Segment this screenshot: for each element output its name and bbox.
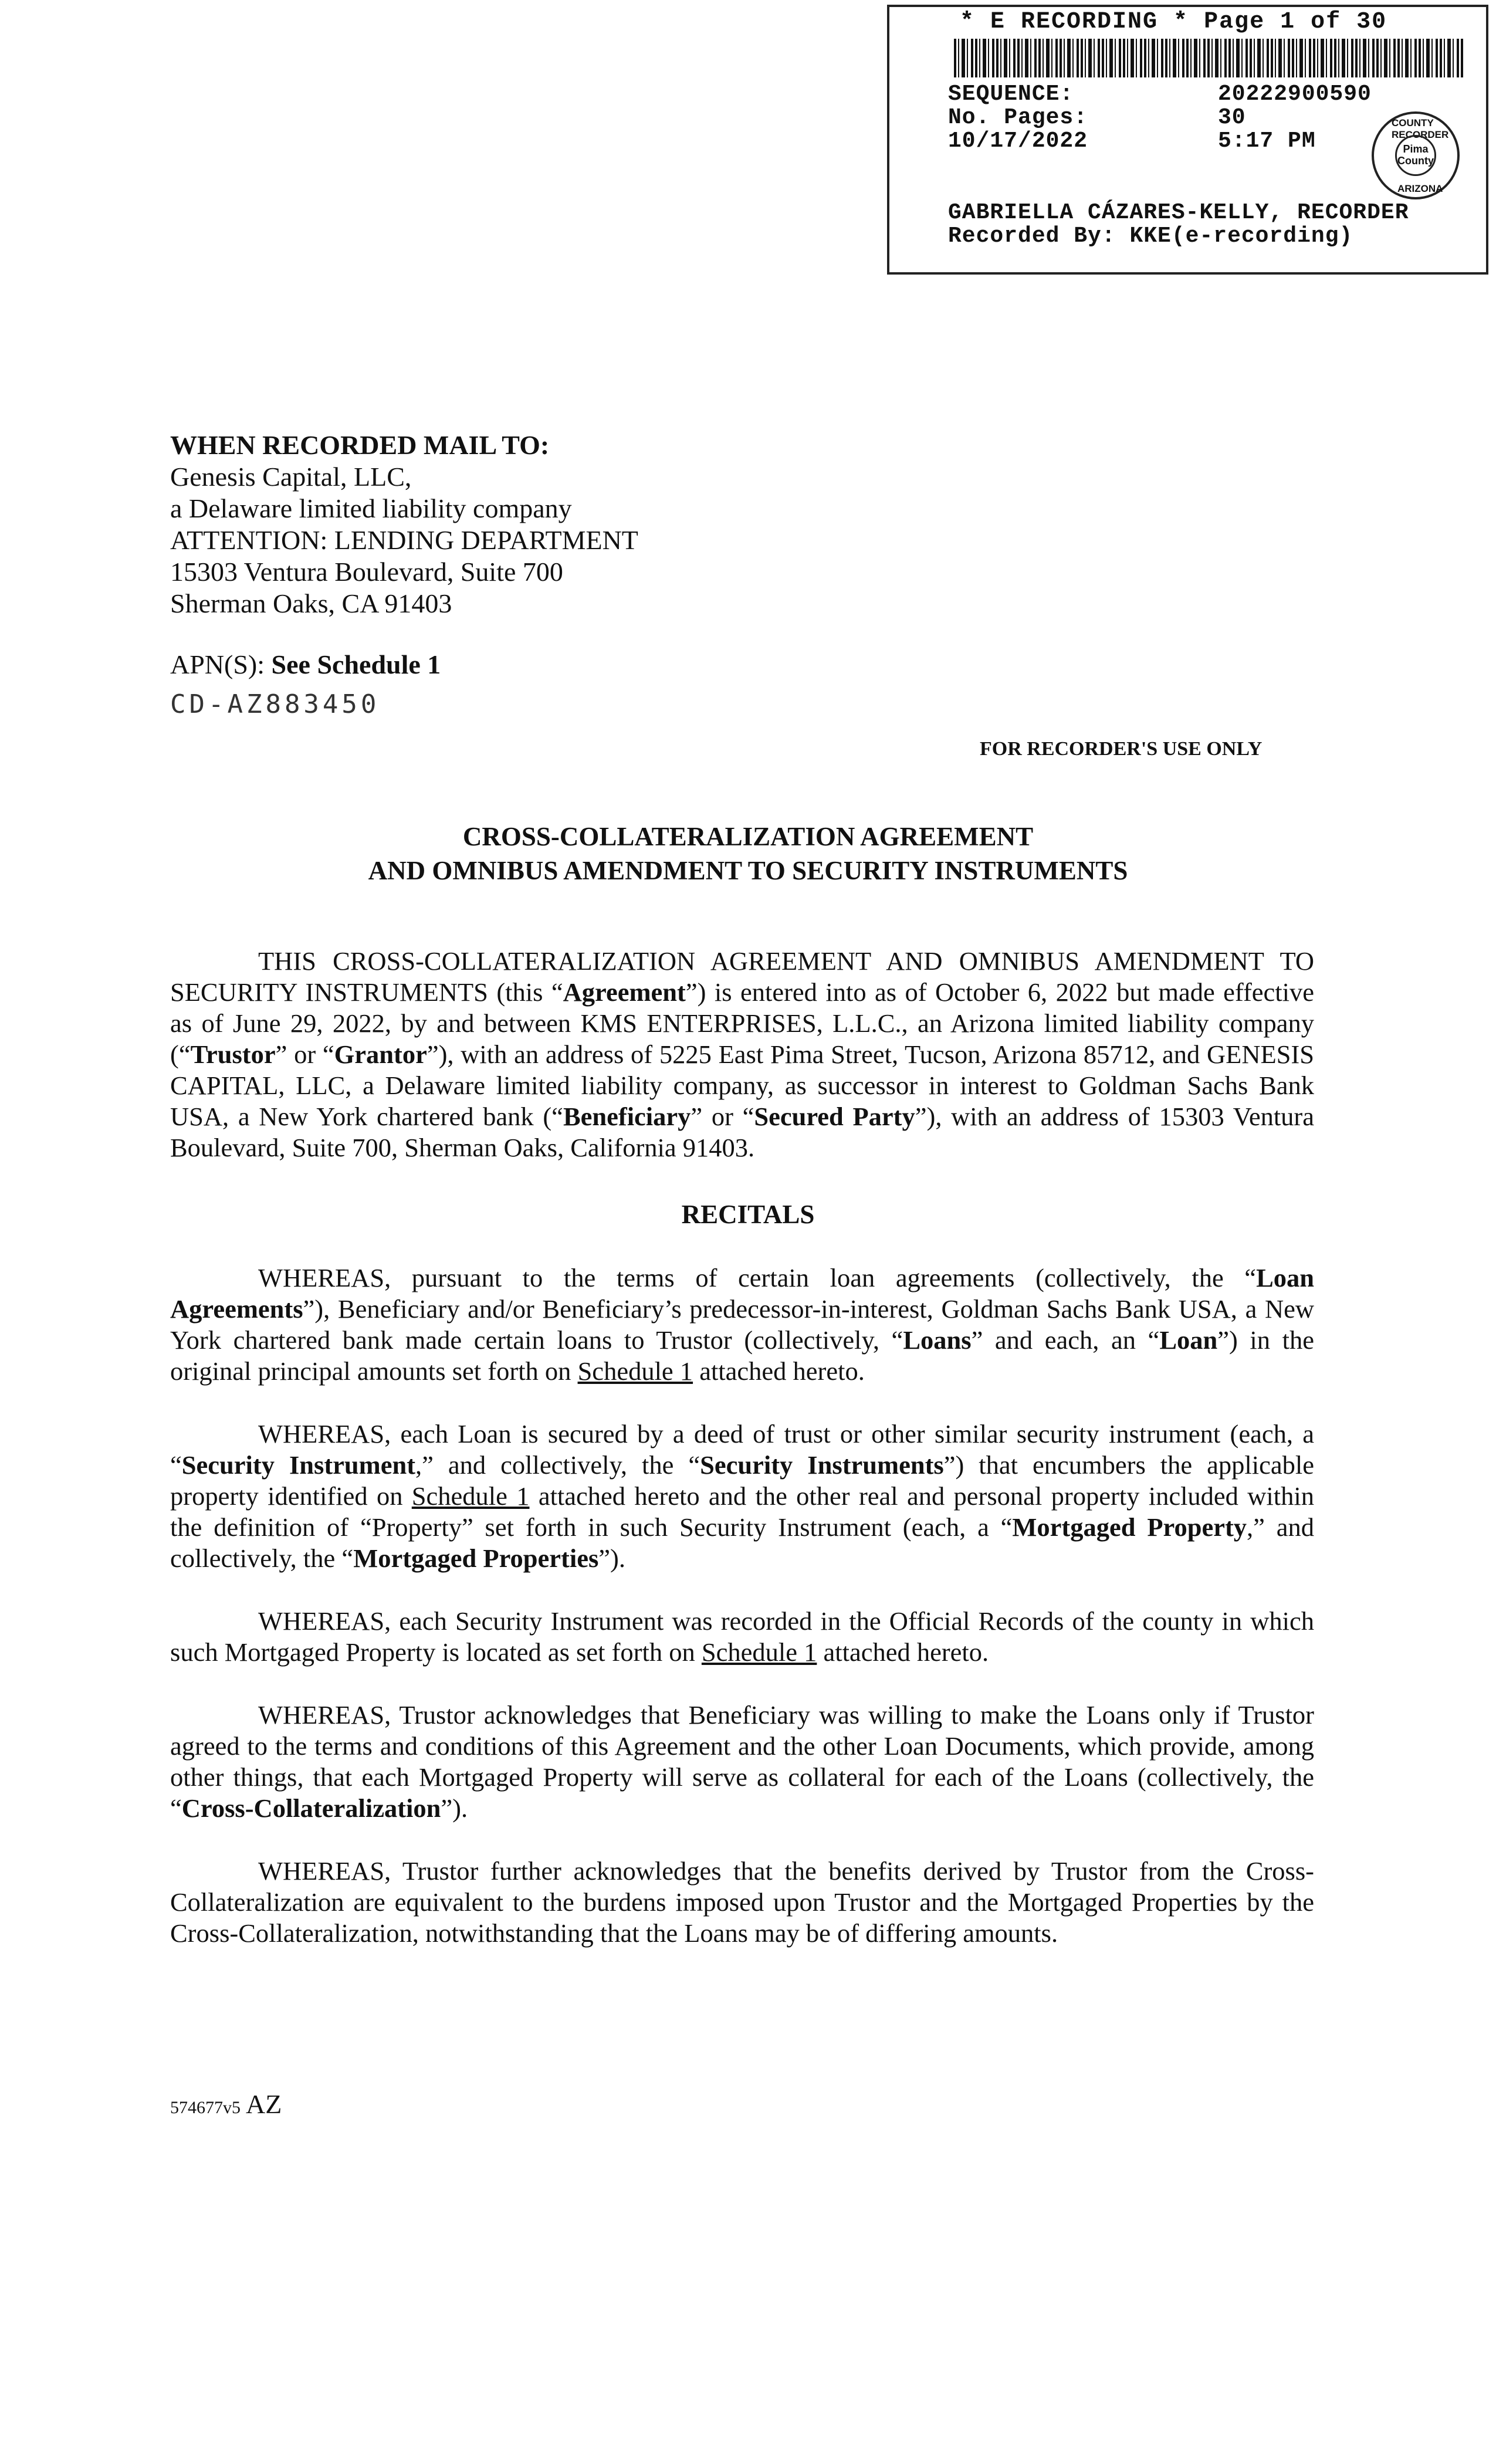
intro-text-4: ”), with an address of 5225 East Pima Street, Tucson, Arizona 85712, and GENESIS CAPITAL, LLC, a Delaware limited liability company, as successor in interest to Goldman Sachs Bank USA, a New York chartered bank (“ [170, 1040, 1314, 1131]
footer-doc-id [170, 2089, 282, 2124]
seal-top-text: COUNTY RECORDER [1392, 117, 1449, 140]
recital-4-text-2: ”). [441, 1793, 468, 1823]
intro-paragraph [170, 946, 1314, 1163]
intro-text-3: ” or “ [275, 1040, 334, 1069]
intro-text-6: ”), with an address of 15303 Ventura Boulevard, Suite 700, Sherman Oaks, California 91403. [170, 1102, 1315, 1162]
schedule-1-ref: Schedule 1 [701, 1637, 817, 1667]
recorder-name: GABRIELLA CÁZARES-KELLY, RECORDER [948, 200, 1409, 225]
term-mortgaged-property: Mortgaged Property [1012, 1512, 1247, 1542]
pages-label: No. Pages: [948, 105, 1088, 130]
intro-term-secured-party: Secured Party [754, 1102, 915, 1131]
schedule-1-ref: Schedule 1 [577, 1356, 693, 1386]
sequence-label: SEQUENCE: [948, 82, 1074, 107]
recitals-heading: RECITALS [681, 1200, 815, 1229]
intro-term-beneficiary: Beneficiary [563, 1102, 691, 1131]
document-title-line-2: AND OMNIBUS AMENDMENT TO SECURITY INSTRUMENTS [368, 856, 1128, 885]
mail-to-line-3: ATTENTION: LENDING DEPARTMENT [170, 525, 638, 555]
recital-2-text-1: WHEREAS, each Loan is secured by a deed of trust or other similar security instrument (each, a “ [170, 1419, 1314, 1480]
recorder-use-only: FOR RECORDER'S USE ONLY [980, 738, 1263, 760]
intro-term-trustor: Trustor [190, 1040, 276, 1069]
file-code: CD-AZ883450 [170, 689, 380, 719]
recital-2-text-2: ,” and collectively, the “ [415, 1450, 700, 1480]
seal-center-text: Pima County [1395, 135, 1436, 176]
recital-1-text-5: attached hereto. [693, 1356, 865, 1386]
recital-2-text-6: ”). [598, 1544, 625, 1573]
recital-2-text-3: ”) that encumbers the applicable property identified on [170, 1450, 1315, 1511]
recital-1-text-1: WHEREAS, pursuant to the terms of certain loan agreements (collectively, the “ [258, 1263, 1257, 1292]
intro-term-grantor: Grantor [334, 1040, 427, 1069]
recital-3-text-2: attached hereto. [817, 1637, 989, 1667]
intro-text-1: THIS CROSS-COLLATERALIZATION AGREEMENT AND OMNIBUS AMENDMENT TO SECURITY INSTRUMENTS (this “ [170, 946, 1314, 1007]
recital-4-text-1: WHEREAS, Trustor acknowledges that Beneficiary was willing to make the Loans only if Trustor agreed to the terms and conditions of this Agreement and the other Loan Documents, which provide, among other things, that each Mortgaged Property will serve as collateral for each of the Loans (collectively, the “ [170, 1700, 1314, 1823]
record-date: 10/17/2022 [948, 128, 1088, 154]
recording-stamp [887, 5, 1488, 275]
term-security-instruments: Security Instruments [700, 1450, 944, 1480]
apn-value: See Schedule 1 [271, 649, 441, 679]
mail-to-line-4: 15303 Ventura Boulevard, Suite 700 [170, 557, 563, 587]
stamp-header: * E RECORDING * Page 1 of 30 [960, 9, 1387, 35]
mail-to-line-5: Sherman Oaks, CA 91403 [170, 588, 452, 618]
schedule-1-ref: Schedule 1 [411, 1481, 530, 1511]
pages-value: 30 [1218, 105, 1246, 130]
mail-to-heading: WHEN RECORDED MAIL TO: [170, 430, 550, 460]
term-security-instrument: Security Instrument [181, 1450, 416, 1480]
seal-bottom-text: ARIZONA [1397, 183, 1443, 194]
recital-1-text-3: ” and each, an “ [971, 1325, 1160, 1355]
intro-text-2: ”) is entered into as of October 6, 2022 but made effective as of June 29, 2022, by and between KMS ENTERPRISES, L.L.C., an Arizona limited liability company (“ [170, 977, 1314, 1069]
record-time: 5:17 PM [1218, 128, 1316, 154]
recital-2-text-4: attached hereto and the other real and personal property included within the definition of “Property” set forth in such Security Instrument (each, a “ [170, 1481, 1314, 1542]
recital-1-text-4: ”) in the original principal amounts set forth on [170, 1325, 1314, 1386]
county-seal [1372, 111, 1460, 199]
recital-3-text-1: WHEREAS, each Security Instrument was recorded in the Official Records of the county in which such Mortgaged Property is located as set forth on [170, 1606, 1314, 1667]
term-loans: Loans [903, 1325, 972, 1355]
apn-line [170, 649, 441, 681]
sequence-value: 20222900590 [1218, 82, 1372, 107]
recorded-by: Recorded By: KKE(e-recording) [948, 224, 1353, 249]
recital-2-text-5: ,” and collectively, the “ [170, 1512, 1314, 1573]
mail-to-line-2: a Delaware limited liability company [170, 493, 572, 523]
term-loan: Loan [1159, 1325, 1218, 1355]
recital-2 [170, 1419, 1314, 1574]
mail-to-line-1: Genesis Capital, LLC, [170, 462, 412, 492]
term-cross-collateralization: Cross-Collateralization [181, 1793, 441, 1823]
recital-5: WHEREAS, Trustor further acknowledges that the benefits derived by Trustor from the Cross-Collateralization are equivalent to the burdens imposed upon Trustor and the Mortgaged Properties by the Cross-Collateralization, notwithstanding that the Loans may be of differing amounts. [170, 1856, 1314, 1948]
recital-1-text-2: ”), Beneficiary and/or Beneficiary’s predecessor-in-interest, Goldman Sachs Bank USA, a New York chartered bank made certain loans to Trustor (collectively, “ [170, 1294, 1314, 1355]
intro-text-5: ” or “ [691, 1102, 754, 1131]
intro-term-agreement: Agreement [563, 977, 686, 1007]
doc-state: AZ [245, 2089, 282, 2119]
barcode [954, 39, 1464, 77]
document-title-line-1: CROSS-COLLATERALIZATION AGREEMENT [462, 822, 1034, 851]
recital-1 [170, 1263, 1314, 1387]
apn-label: APN(S): [170, 649, 265, 679]
recital-4 [170, 1700, 1314, 1824]
term-mortgaged-properties: Mortgaged Properties [353, 1544, 599, 1573]
doc-id: 574677v5 [170, 2098, 241, 2117]
recital-3 [170, 1606, 1314, 1668]
term-loan-agreements: Loan Agreements [170, 1263, 1314, 1324]
